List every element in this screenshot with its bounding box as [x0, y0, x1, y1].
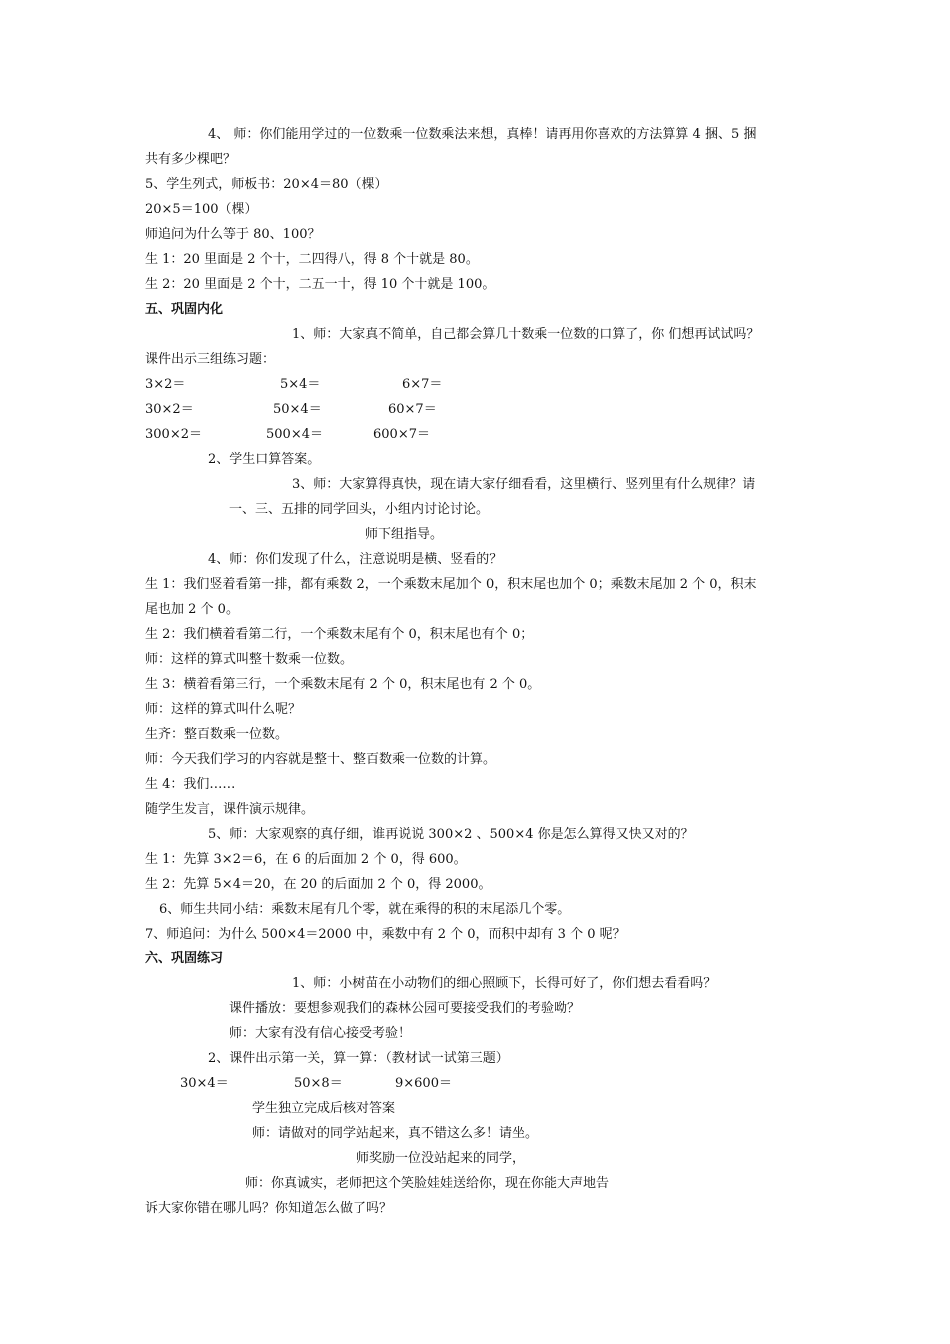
- text-line: 20×5＝100（棵）: [145, 202, 258, 217]
- section-heading: 六、巩固练习: [145, 951, 224, 966]
- exercise-item: 500×4＝: [266, 427, 323, 442]
- exercise-item: 5×4＝: [280, 377, 321, 392]
- exercise-item: 30×2＝: [145, 402, 194, 417]
- text-line: 诉大家你错在哪儿吗？你知道怎么做了吗？: [145, 1201, 393, 1216]
- text-line: 生 1：我们竖着看第一排，都有乘数 2，一个乘数末尾加个 0，积末尾也加个 0；乘数末尾加 2 个 0，积末: [145, 577, 757, 592]
- text-line: 生 1：20 里面是 2 个十，二四得八，得 8 个十就是 80。: [145, 252, 479, 267]
- text-line: 师：请做对的同学站起来，真不错这么多！请坐。: [252, 1126, 539, 1141]
- text-line: 6、师生共同小结：乘数末尾有几个零，就在乘得的积的末尾添几个零。: [159, 902, 571, 917]
- text-line: 师：今天我们学习的内容就是整十、整百数乘一位数的计算。: [145, 752, 497, 767]
- text-line: 师：你真诚实，老师把这个笑脸娃娃送给你，现在你能大声地告: [245, 1176, 610, 1191]
- text-line: 共有多少棵吧？: [145, 152, 237, 167]
- text-line: 生齐：整百数乘一位数。: [145, 727, 289, 742]
- text-line: 课件出示三组练习题：: [145, 352, 276, 367]
- text-line: 3、师：大家算得真快，现在请大家仔细看看，这里横行、竖列里有什么规律？请: [292, 477, 756, 492]
- text-line: 师下组指导。: [365, 527, 444, 542]
- text-line: 4、 师：你们能用学过的一位数乘一位数乘法来想，真棒！请再用你喜欢的方法算算 4 捆、5 捆: [208, 127, 757, 142]
- text-line: 师：大家有没有信心接受考验！: [229, 1026, 412, 1041]
- exercise-item: 30×4＝: [180, 1076, 229, 1091]
- text-line: 生 1：先算 3×2＝6，在 6 的后面加 2 个 0，得 600。: [145, 852, 467, 867]
- text-line: 师：这样的算式叫什么呢？: [145, 702, 302, 717]
- exercise-item: 300×2＝: [145, 427, 202, 442]
- text-line: 生 2：20 里面是 2 个十，二五一十，得 10 个十就是 100。: [145, 277, 496, 292]
- text-line: 1、师：小树苗在小动物们的细心照顾下，长得可好了，你们想去看看吗？: [292, 976, 717, 991]
- text-line: 4、师：你们发现了什么，注意说明是横、竖看的？: [208, 552, 503, 567]
- exercise-item: 600×7＝: [373, 427, 430, 442]
- exercise-item: 50×8＝: [294, 1076, 343, 1091]
- text-line: 师奖励一位没站起来的同学，: [356, 1151, 526, 1166]
- text-line: 生 2：先算 5×4＝20，在 20 的后面加 2 个 0，得 2000。: [145, 877, 492, 892]
- section-heading: 五、巩固内化: [145, 302, 224, 317]
- text-line: 随学生发言，课件演示规律。: [145, 802, 315, 817]
- text-line: 生 2：我们横着看第二行，一个乘数末尾有个 0，积末尾也有个 0；: [145, 627, 534, 642]
- text-line: 课件播放：要想参观我们的森林公园可要接受我们的考验呦？: [229, 1001, 581, 1016]
- text-line: 2、学生口算答案。: [208, 452, 321, 467]
- text-line: 尾也加 2 个 0。: [145, 602, 239, 617]
- text-line: 生 4：我们……: [145, 777, 236, 792]
- exercise-item: 50×4＝: [273, 402, 322, 417]
- text-line: 生 3：横着看第三行，一个乘数末尾有 2 个 0，积末尾也有 2 个 0。: [145, 677, 541, 692]
- text-line: 师：这样的算式叫整十数乘一位数。: [145, 652, 354, 667]
- exercise-item: 6×7＝: [402, 377, 443, 392]
- text-line: 一、三、五排的同学回头，小组内讨论讨论。: [229, 502, 490, 517]
- text-line: 2、课件出示第一关，算一算：（教材试一试第三题）: [208, 1051, 509, 1066]
- exercise-item: 60×7＝: [388, 402, 437, 417]
- exercise-item: 3×2＝: [145, 377, 186, 392]
- text-line: 7、师追问：为什么 500×4＝2000 中，乘数中有 2 个 0，而积中却有 3 个 0 呢？: [145, 927, 626, 942]
- text-line: 师追问为什么等于 80、100？: [145, 227, 321, 242]
- text-line: 学生独立完成后核对答案: [252, 1101, 396, 1116]
- text-line: 5、学生列式，师板书：20×4＝80（棵）: [145, 177, 388, 192]
- text-line: 1、师：大家真不简单，自己都会算几十数乘一位数的口算了，你 们想再试试吗？: [292, 327, 760, 342]
- text-line: 5、师：大家观察的真仔细，谁再说说 300×2 、500×4 你是怎么算得又快又对的？: [208, 827, 694, 842]
- exercise-item: 9×600＝: [395, 1076, 452, 1091]
